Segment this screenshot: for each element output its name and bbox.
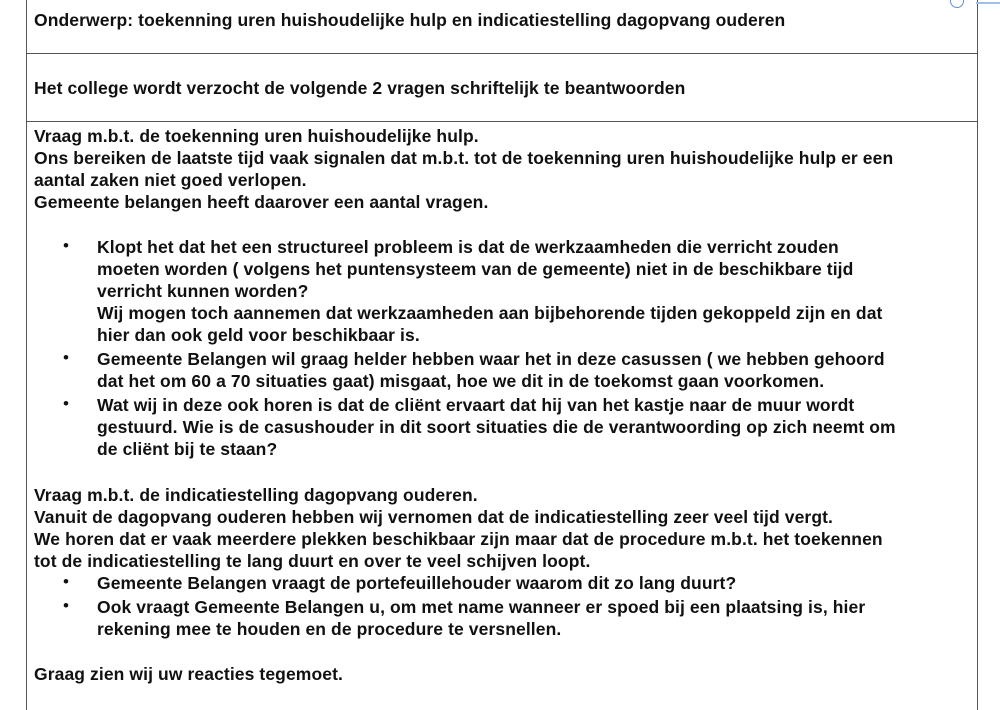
bullet1-line: verricht kunnen worden? bbox=[97, 281, 309, 301]
section1-intro-line: Gemeente belangen heeft daarover een aantal vragen. bbox=[34, 192, 489, 212]
bullet-marker: • bbox=[63, 236, 69, 255]
section2-intro-line: Vanuit de dagopvang ouderen hebben wij vernomen dat de indicatiestelling zeer veel tijd vergt. bbox=[34, 507, 834, 527]
bullet-marker: • bbox=[63, 596, 69, 615]
section1-intro-line: Ons bereiken de laatste tijd vaak signalen dat m.b.t. tot de toekenning uren huishoudelijke hulp er een bbox=[34, 148, 894, 168]
bullet3-line: Wat wij in deze ook horen is dat de cliënt ervaart dat hij van het kastje naar de muur wordt bbox=[97, 395, 855, 415]
bullet3-line: de cliënt bij te staan? bbox=[97, 439, 278, 459]
corner-ui-line bbox=[976, 2, 1000, 4]
bullet5-line: Ook vraagt Gemeente Belangen u, om met name wanneer er spoed bij een plaatsing is, hier bbox=[97, 597, 866, 617]
section2-intro-line: tot de indicatiestelling te lang duurt en over te veel schijven loopt. bbox=[34, 551, 591, 571]
bullet-marker: • bbox=[63, 348, 69, 367]
request-text: Het college wordt verzocht de volgende 2 vragen schriftelijk te beantwoorden bbox=[34, 78, 686, 98]
section2-intro-line: We horen dat er vaak meerdere plekken beschikbaar zijn maar dat de procedure m.b.t. het toekennen bbox=[34, 529, 883, 549]
subject-text: Onderwerp: toekenning uren huishoudelijke hulp en indicatiestelling dagopvang ouderen bbox=[34, 10, 786, 30]
bullet5-line: rekening mee te houden en de procedure te versnellen. bbox=[97, 619, 562, 639]
closing-text: Graag zien wij uw reacties tegemoet. bbox=[34, 664, 343, 684]
bullet1-line: hier dan ook geld voor beschikbaar is. bbox=[97, 325, 420, 345]
bullet4-line: Gemeente Belangen vraagt de portefeuillehouder waarom dit zo lang duurt? bbox=[97, 573, 737, 593]
bullet-marker: • bbox=[63, 572, 69, 591]
section1-heading: Vraag m.b.t. de toekenning uren huishoudelijke hulp. bbox=[34, 126, 479, 146]
bullet2-line: Gemeente Belangen wil graag helder hebben waar het in deze casussen ( we hebben gehoord bbox=[97, 349, 885, 369]
section2-heading: Vraag m.b.t. de indicatiestelling dagopvang ouderen. bbox=[34, 485, 478, 505]
bullet1-line: Klopt het dat het een structureel probleem is dat de werkzaamheden die verricht zouden bbox=[97, 237, 839, 257]
bullet2-line: dat het om 60 a 70 situaties gaat) misgaat, hoe we dit in de toekomst gaan voorkomen. bbox=[97, 371, 825, 391]
bullet1-line: Wij mogen toch aannemen dat werkzaamheden aan bijbehorende tijden gekoppeld zijn en dat bbox=[97, 303, 883, 323]
section1-intro-line: aantal zaken niet goed verlopen. bbox=[34, 170, 307, 190]
bullet1-line: moeten worden ( volgens het puntensysteem van de gemeente) niet in de beschikbare tijd bbox=[97, 259, 854, 279]
bullet-marker: • bbox=[63, 394, 69, 413]
bullet3-line: gestuurd. Wie is de casushouder in dit soort situaties die de verantwoording op zich neemt om bbox=[97, 417, 896, 437]
